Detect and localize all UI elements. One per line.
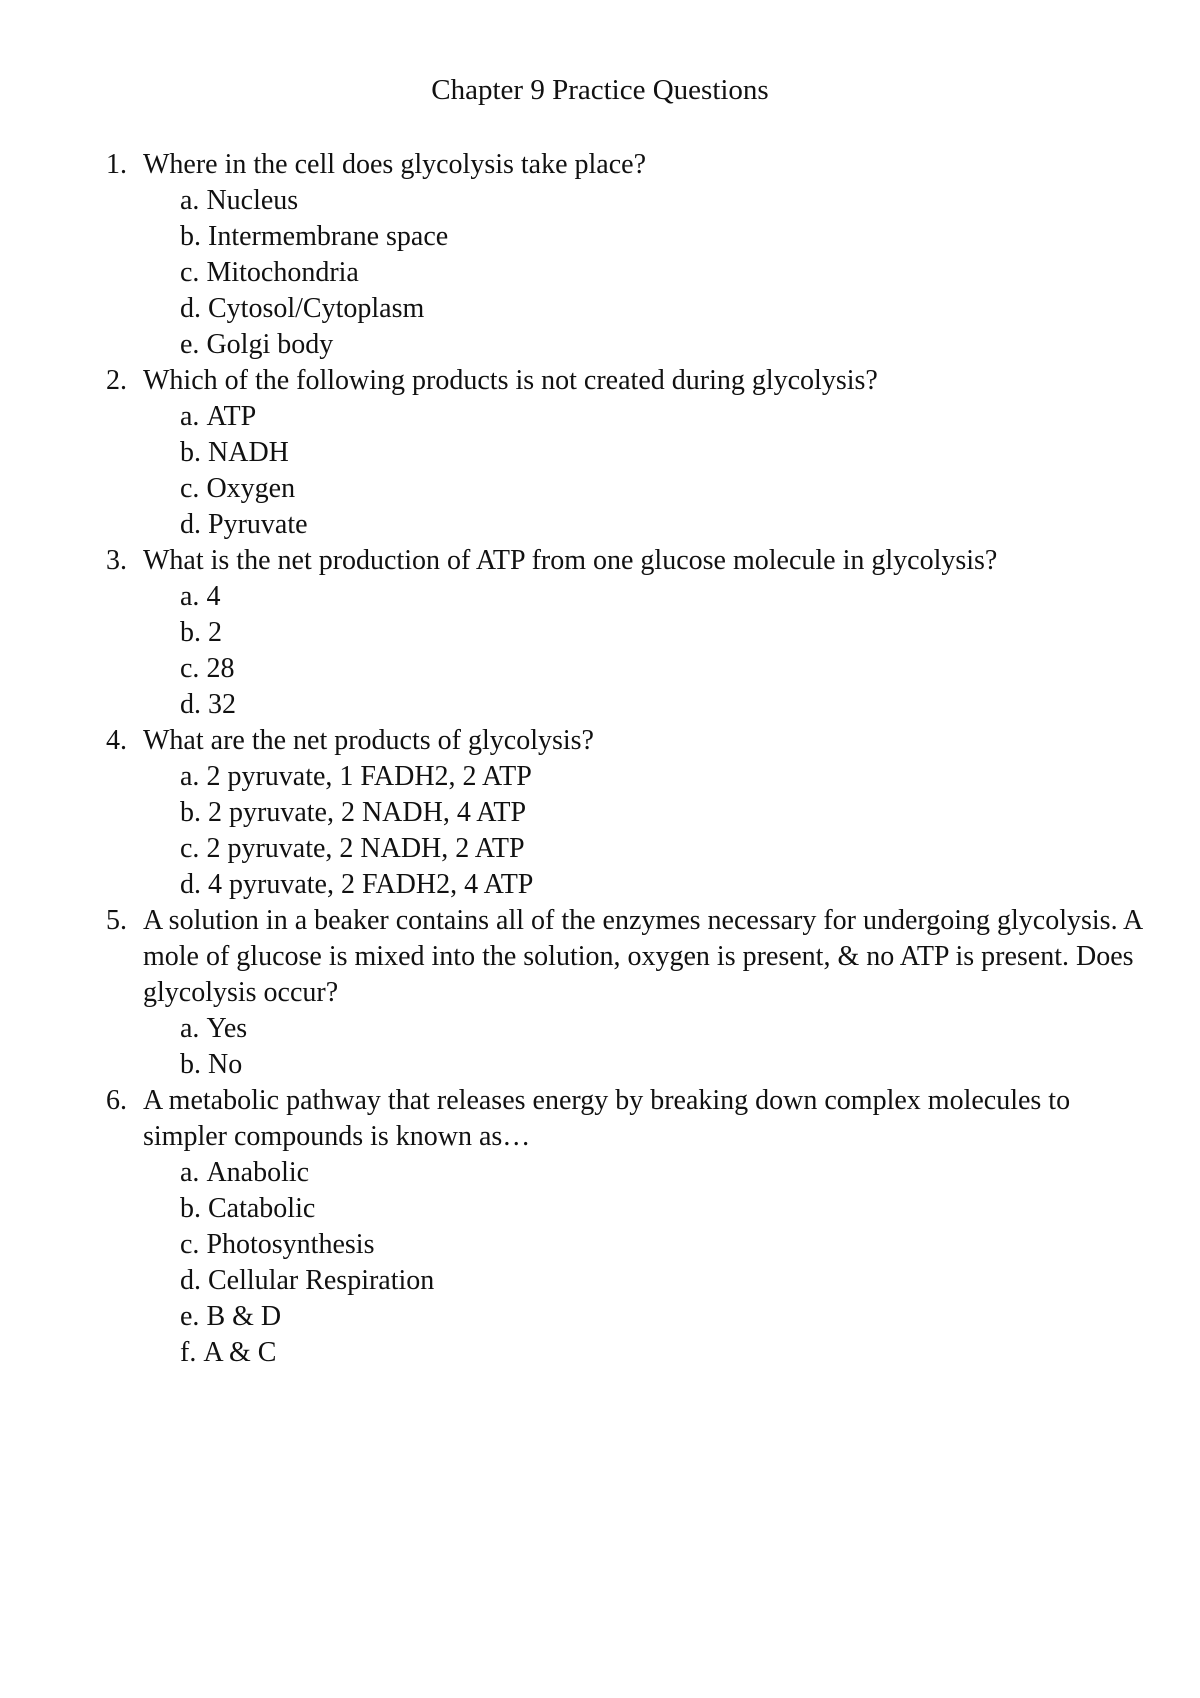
option-list <box>143 183 1146 363</box>
option-item <box>180 795 1146 831</box>
question-item <box>106 723 1146 903</box>
option-letter: f. <box>180 1337 197 1368</box>
option-letter: a. <box>180 401 200 432</box>
option-text: Cellular Respiration <box>208 1265 435 1296</box>
option-item <box>180 183 1146 219</box>
option-list <box>143 1155 1146 1371</box>
option-letter: d. <box>180 509 201 540</box>
question-number: 1. <box>106 149 127 180</box>
option-item <box>180 759 1146 795</box>
option-text: No <box>208 1049 243 1080</box>
question-list <box>106 147 1146 1371</box>
question-item <box>106 543 1146 723</box>
question-text: What are the net products of glycolysis? <box>143 725 594 756</box>
question-item <box>106 903 1146 1083</box>
option-text: 4 <box>206 581 221 612</box>
option-letter: a. <box>180 185 200 216</box>
option-item <box>180 255 1146 291</box>
option-text: 2 pyruvate, 2 NADH, 4 ATP <box>208 797 527 828</box>
option-letter: d. <box>180 689 201 720</box>
question-item <box>106 1083 1146 1371</box>
option-letter: d. <box>180 1265 201 1296</box>
question-text: Where in the cell does glycolysis take place? <box>143 149 647 180</box>
question-number: 6. <box>106 1085 127 1116</box>
option-text: Anabolic <box>206 1157 310 1188</box>
option-letter: a. <box>180 581 200 612</box>
option-letter: b. <box>180 437 201 468</box>
option-item <box>180 1227 1146 1263</box>
question-number: 3. <box>106 545 127 576</box>
option-letter: c. <box>180 1229 200 1260</box>
option-letter: e. <box>180 1301 200 1332</box>
option-letter: e. <box>180 329 200 360</box>
option-text: B & D <box>206 1301 282 1332</box>
option-item <box>180 651 1146 687</box>
option-letter: b. <box>180 1193 201 1224</box>
option-item <box>180 831 1146 867</box>
option-list <box>143 399 1146 543</box>
question-text: A metabolic pathway that releases energy by breaking down complex molecules to simpler compounds is known as… <box>143 1085 1071 1152</box>
option-text: Mitochondria <box>206 257 359 288</box>
option-list <box>143 1011 1146 1083</box>
page-title: Chapter 9 Practice Questions <box>431 74 769 106</box>
option-item <box>180 1011 1146 1047</box>
option-text: 2 <box>208 617 222 648</box>
option-text: Nucleus <box>206 185 299 216</box>
option-text: 4 pyruvate, 2 FADH2, 4 ATP <box>208 869 534 900</box>
question-text: What is the net production of ATP from one glucose molecule in glycolysis? <box>143 545 998 576</box>
option-letter: c. <box>180 473 200 504</box>
option-text: Photosynthesis <box>206 1229 375 1260</box>
option-item <box>180 687 1146 723</box>
question-number: 2. <box>106 365 127 396</box>
option-text: Cytosol/Cytoplasm <box>208 293 425 324</box>
option-text: Pyruvate <box>208 509 308 540</box>
option-text: 28 <box>206 653 235 684</box>
option-item <box>180 1191 1146 1227</box>
option-item <box>180 435 1146 471</box>
option-text: 2 pyruvate, 1 FADH2, 2 ATP <box>206 761 532 792</box>
option-letter: a. <box>180 1013 200 1044</box>
option-item <box>180 507 1146 543</box>
option-letter: a. <box>180 761 200 792</box>
question-number: 4. <box>106 725 127 756</box>
option-text: 32 <box>208 689 236 720</box>
question-number: 5. <box>106 905 127 936</box>
option-item <box>180 1299 1146 1335</box>
question-text: Which of the following products is not created during glycolysis? <box>143 365 878 396</box>
option-item <box>180 291 1146 327</box>
option-letter: d. <box>180 293 201 324</box>
option-item <box>180 471 1146 507</box>
option-item <box>180 579 1146 615</box>
option-item <box>180 867 1146 903</box>
question-text: A solution in a beaker contains all of the enzymes necessary for undergoing glycolysis. A mole of glucose is mixed into the solution, oxygen is present, & no ATP is present. Does glycolysis occur? <box>143 905 1142 1008</box>
option-text: A & C <box>203 1337 277 1368</box>
option-letter: c. <box>180 653 200 684</box>
option-letter: b. <box>180 797 201 828</box>
option-item <box>180 1335 1146 1371</box>
option-text: Yes <box>206 1013 248 1044</box>
option-text: Intermembrane space <box>208 221 449 252</box>
option-text: ATP <box>206 401 257 432</box>
option-item <box>180 1155 1146 1191</box>
option-letter: b. <box>180 221 201 252</box>
question-item <box>106 147 1146 363</box>
option-letter: b. <box>180 1049 201 1080</box>
option-item <box>180 1047 1146 1083</box>
option-letter: c. <box>180 833 200 864</box>
option-list <box>143 579 1146 723</box>
option-letter: c. <box>180 257 200 288</box>
option-text: Golgi body <box>206 329 334 360</box>
option-letter: a. <box>180 1157 200 1188</box>
option-letter: d. <box>180 869 201 900</box>
option-text: Catabolic <box>208 1193 316 1224</box>
question-item <box>106 363 1146 543</box>
option-text: Oxygen <box>206 473 296 504</box>
option-item <box>180 219 1146 255</box>
option-letter: b. <box>180 617 201 648</box>
option-item <box>180 327 1146 363</box>
option-text: NADH <box>208 437 289 468</box>
option-item <box>180 1263 1146 1299</box>
option-item <box>180 615 1146 651</box>
option-item <box>180 399 1146 435</box>
option-list <box>143 759 1146 903</box>
option-text: 2 pyruvate, 2 NADH, 2 ATP <box>206 833 525 864</box>
